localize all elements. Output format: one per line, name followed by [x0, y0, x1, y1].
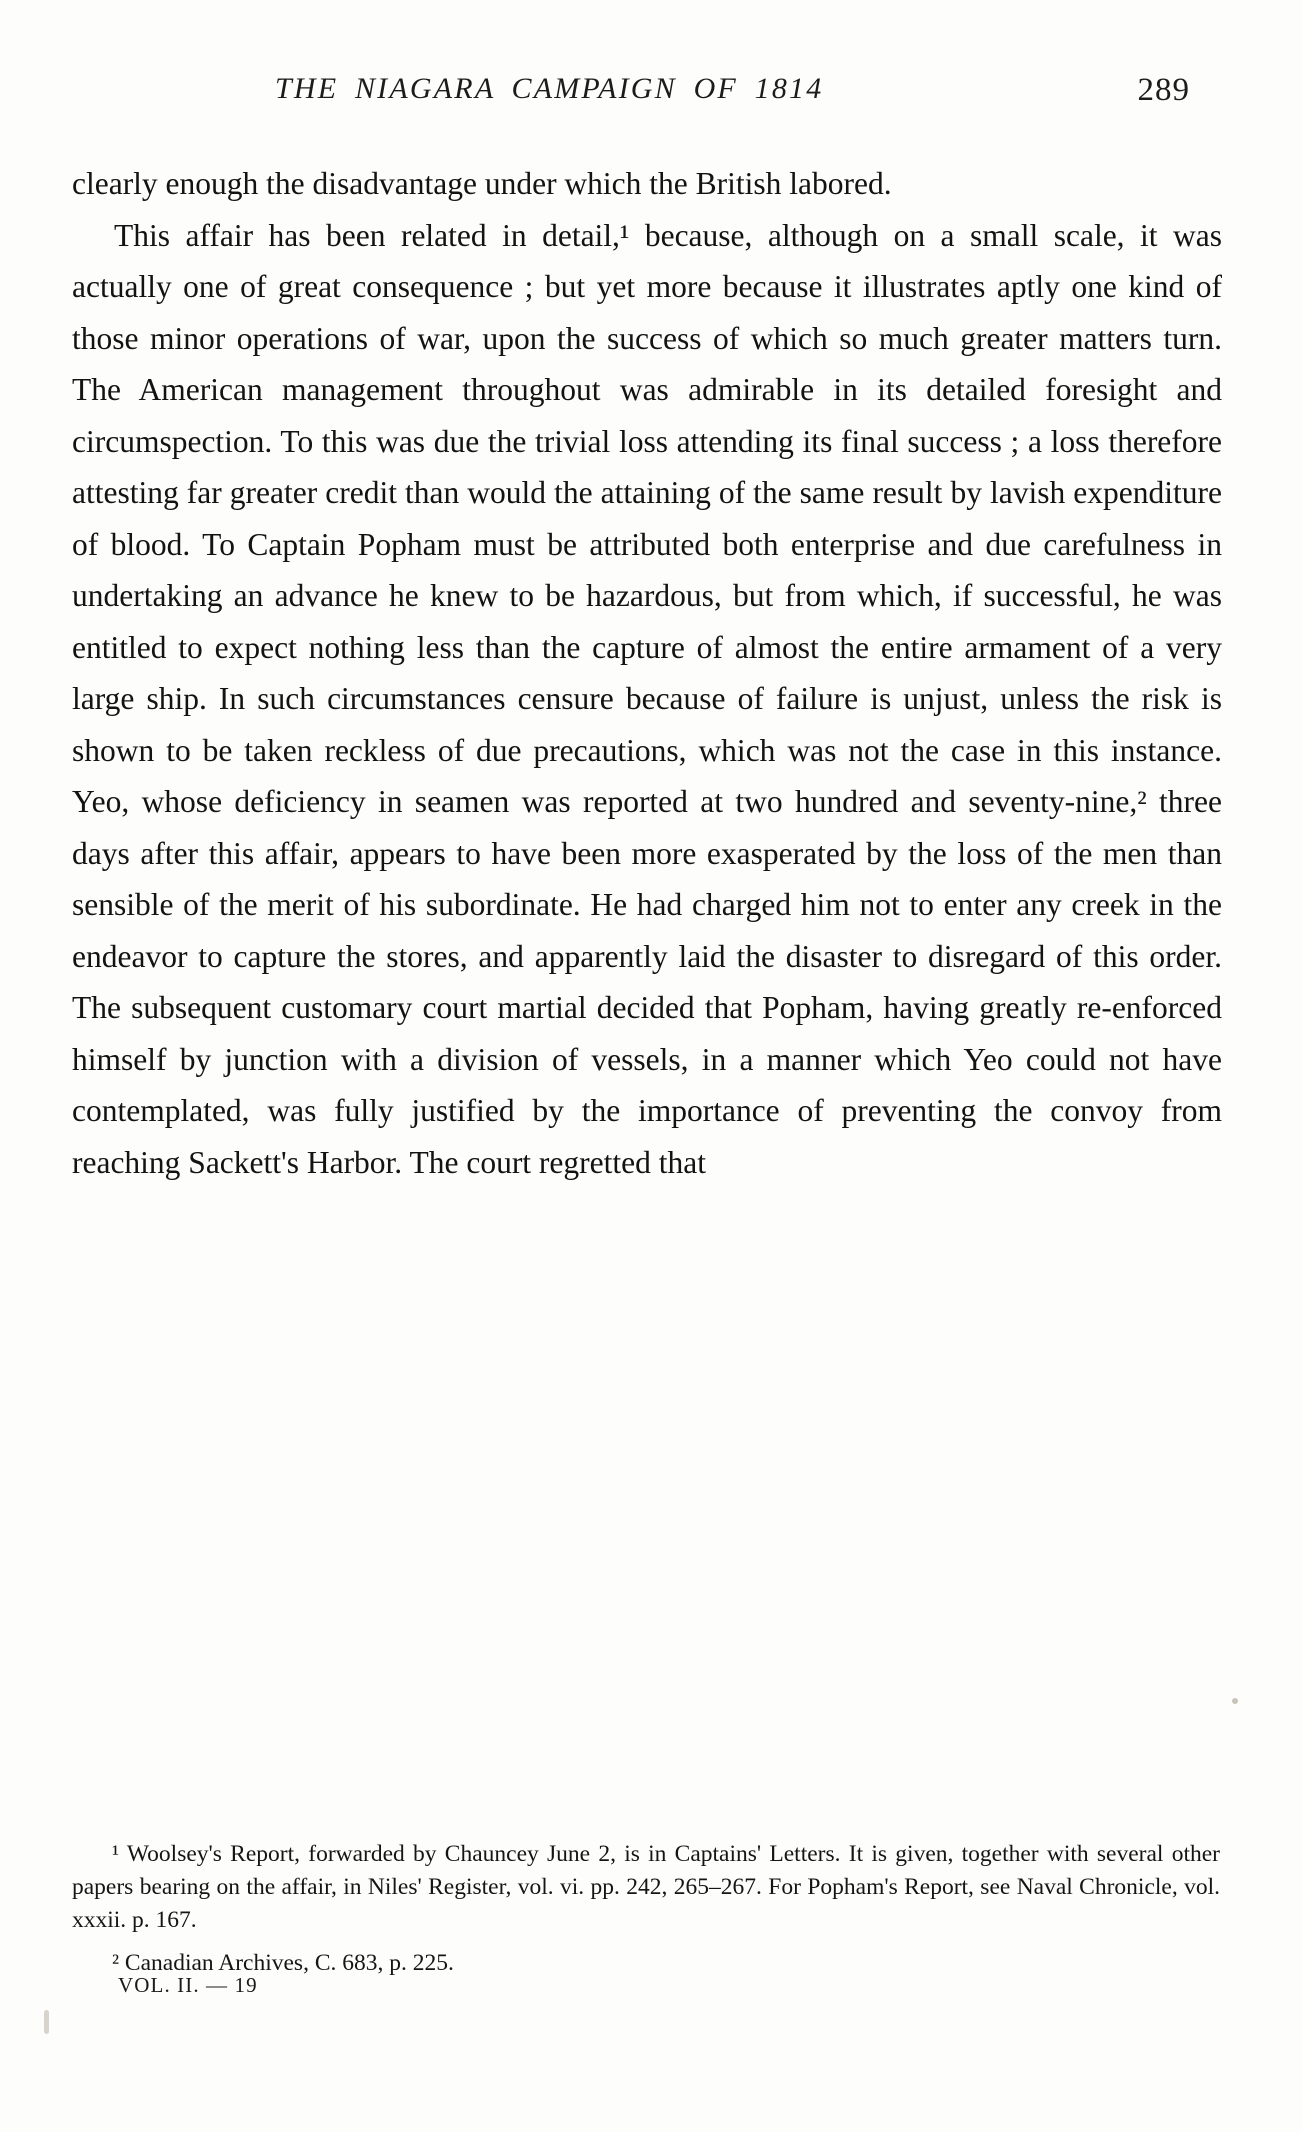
footnote-block	[72, 1838, 1220, 1980]
running-head-title: THE NIAGARA CAMPAIGN OF 1814	[275, 72, 824, 105]
footnote-2: ² Canadian Archives, C. 683, p. 225.	[112, 1950, 454, 1976]
paragraph-continuation: clearly enough the disadvantage under which the British labored.	[72, 166, 892, 201]
footnote-1: ¹ Woolsey's Report, forwarded by Chauncey June 2, is in Captains' Letters. It is given, together with several other papers bearing on the affair, in Niles' Register, vol. vi. pp. 242, 265–267. For Popham's Report, see Naval Chronicle, vol. xxxii. p. 167.	[72, 1841, 1220, 1933]
volume-signature-line: VOL. II. — 19	[118, 1973, 258, 1997]
paper-edge-mark-icon	[44, 2010, 49, 2034]
body-text	[72, 158, 1222, 1188]
paper-speck-icon	[1232, 1698, 1238, 1704]
paragraph-main: This affair has been related in detail,¹ because, although on a small scale, it was actually one of great consequence ; but yet more because it illustrates aptly one kind of those minor operations of war, upon the success of which so much greater matters turn. The American management throughout was admirable in its detailed foresight and circumspection. To this was due the trivial loss attending its final success ; a loss therefore attesting far greater credit than would the attaining of the same result by lavish expenditure of blood. To Captain Popham must be attributed both enterprise and due carefulness in undertaking an advance he knew to be hazardous, but from which, if successful, he was entitled to expect nothing less than the capture of almost the entire armament of a very large ship. In such circumstances censure because of failure is unjust, unless the risk is shown to be taken reckless of due precautions, which was not the case in this instance. Yeo, whose deficiency in seamen was reported at two hundred and seventy-nine,² three days after this affair, appears to have been more exasperated by the loss of the men than sensible of the merit of his subordinate. He had charged him not to enter any creek in the endeavor to capture the stores, and apparently laid the disaster to disregard of this order. The subsequent customary court martial decided that Popham, having greatly re-enforced himself by junction with a division of vessels, in a manner which Yeo could not have contemplated, was fully justified by the importance of preventing the convoy from reaching Sackett's Harbor. The court regretted that	[72, 217, 1222, 1180]
page-number: 289	[1137, 72, 1190, 108]
